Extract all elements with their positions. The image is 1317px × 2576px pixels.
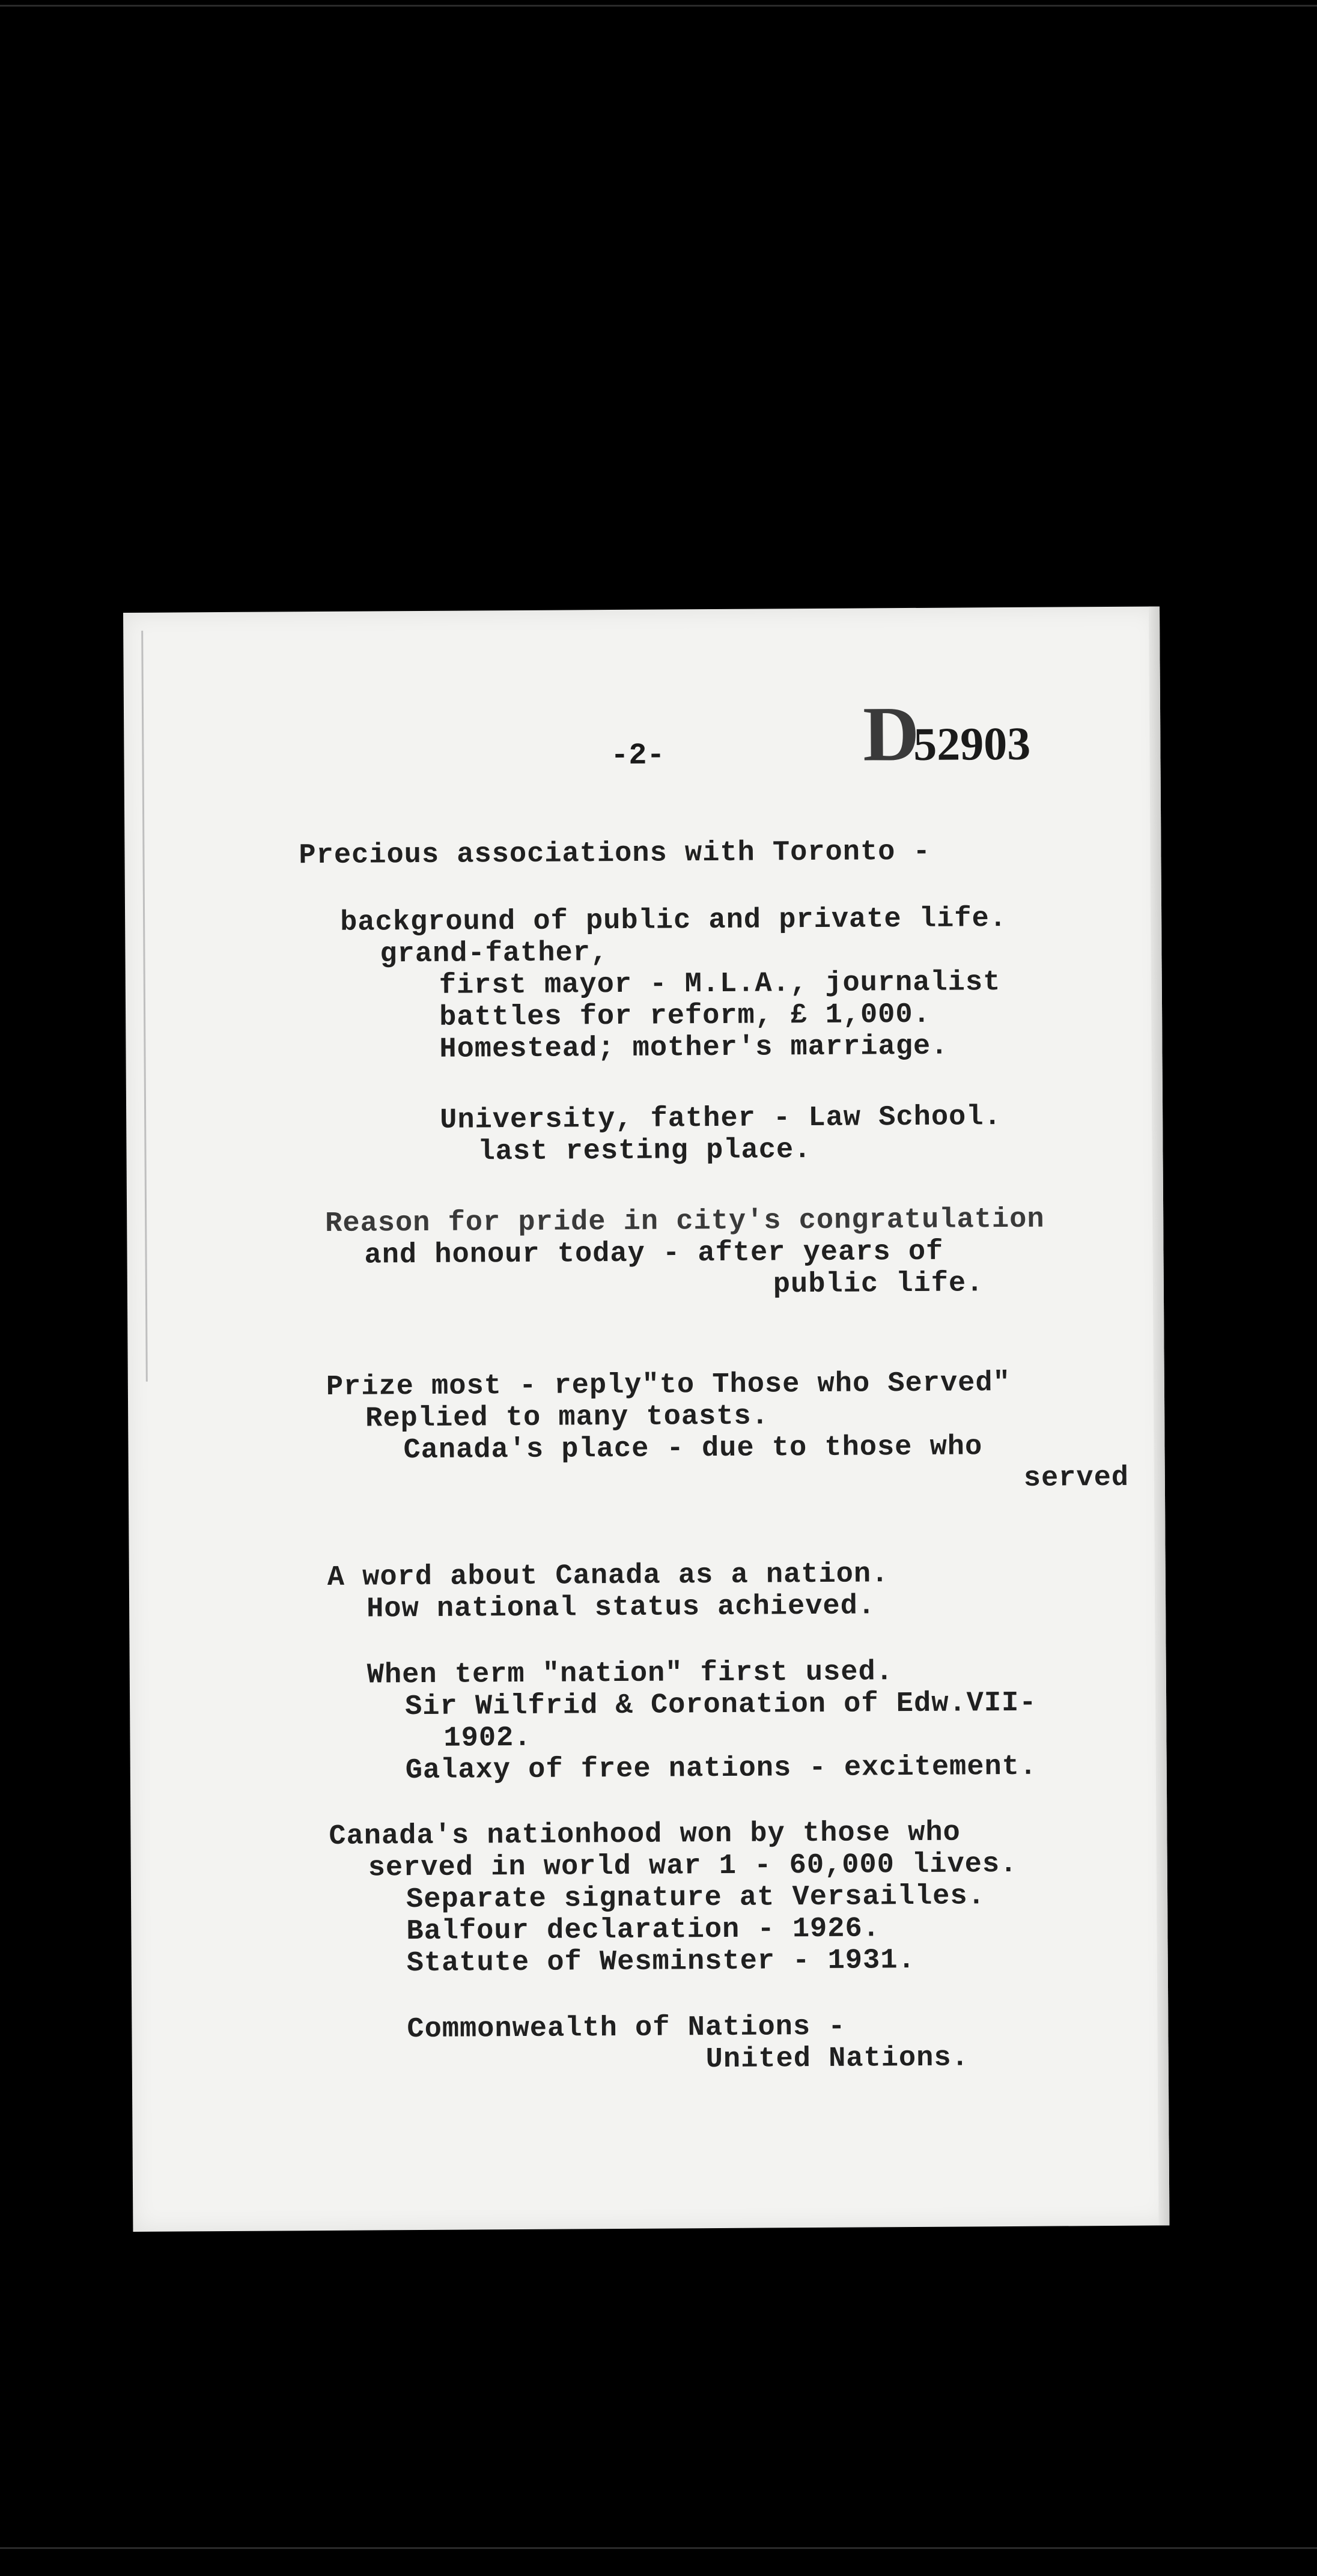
text-line: 1902.: [443, 1722, 532, 1755]
text-line: served in world war 1 - 60,000 lives.: [368, 1848, 1018, 1885]
text-line: Homestead; mother's marriage.: [439, 1030, 949, 1066]
text-line: Galaxy of free nations - excitement.: [405, 1751, 1038, 1787]
text-line: Canada's place - due to those who: [403, 1431, 983, 1467]
film-edge-bottom: [0, 2547, 1317, 2549]
text-line: University, father - Law School.: [440, 1101, 1002, 1137]
text-line: and honour today - after years of: [364, 1236, 944, 1272]
text-line: public life.: [773, 1268, 984, 1301]
text-line: grand-father,: [380, 937, 609, 971]
text-line: Precious associations with Toronto -: [299, 836, 931, 872]
text-line: Reason for pride in city's congratulation: [325, 1203, 1045, 1240]
text-line: Canada's nationhood won by those who: [329, 1817, 961, 1853]
text-line: United Nations.: [705, 2042, 969, 2076]
document-page: [123, 606, 1169, 2231]
text-line: Separate signature at Versailles.: [406, 1880, 986, 1916]
film-edge-top: [0, 5, 1317, 7]
text-line: first mayor - M.L.A., journalist: [439, 967, 1001, 1002]
text-line: Statute of Wesminster - 1931.: [406, 1944, 916, 1980]
text-line: A word about Canada as a nation.: [327, 1558, 889, 1594]
text-line: background of public and private life.: [339, 903, 1008, 939]
text-line: battles for reform, £ 1,000.: [439, 998, 931, 1034]
archive-stamp: [863, 688, 1031, 780]
text-line: Sir Wilfrid & Coronation of Edw.VII-: [404, 1687, 1037, 1724]
text-line: Prize most - reply"to Those who Served": [326, 1367, 1011, 1403]
stamp-letter: D: [862, 690, 914, 778]
text-line: How national status achieved.: [366, 1590, 876, 1626]
text-line: When term "nation" first used.: [367, 1656, 894, 1692]
text-line: last resting place.: [478, 1134, 812, 1168]
text-line: Replied to many toasts.: [365, 1400, 770, 1435]
text-line: Balfour declaration - 1926.: [406, 1913, 881, 1948]
stamp-number: 52903: [913, 717, 1031, 770]
text-line: Commonwealth of Nations -: [407, 2011, 846, 2046]
text-line: served: [1023, 1462, 1130, 1495]
page-number: -2-: [610, 738, 665, 774]
